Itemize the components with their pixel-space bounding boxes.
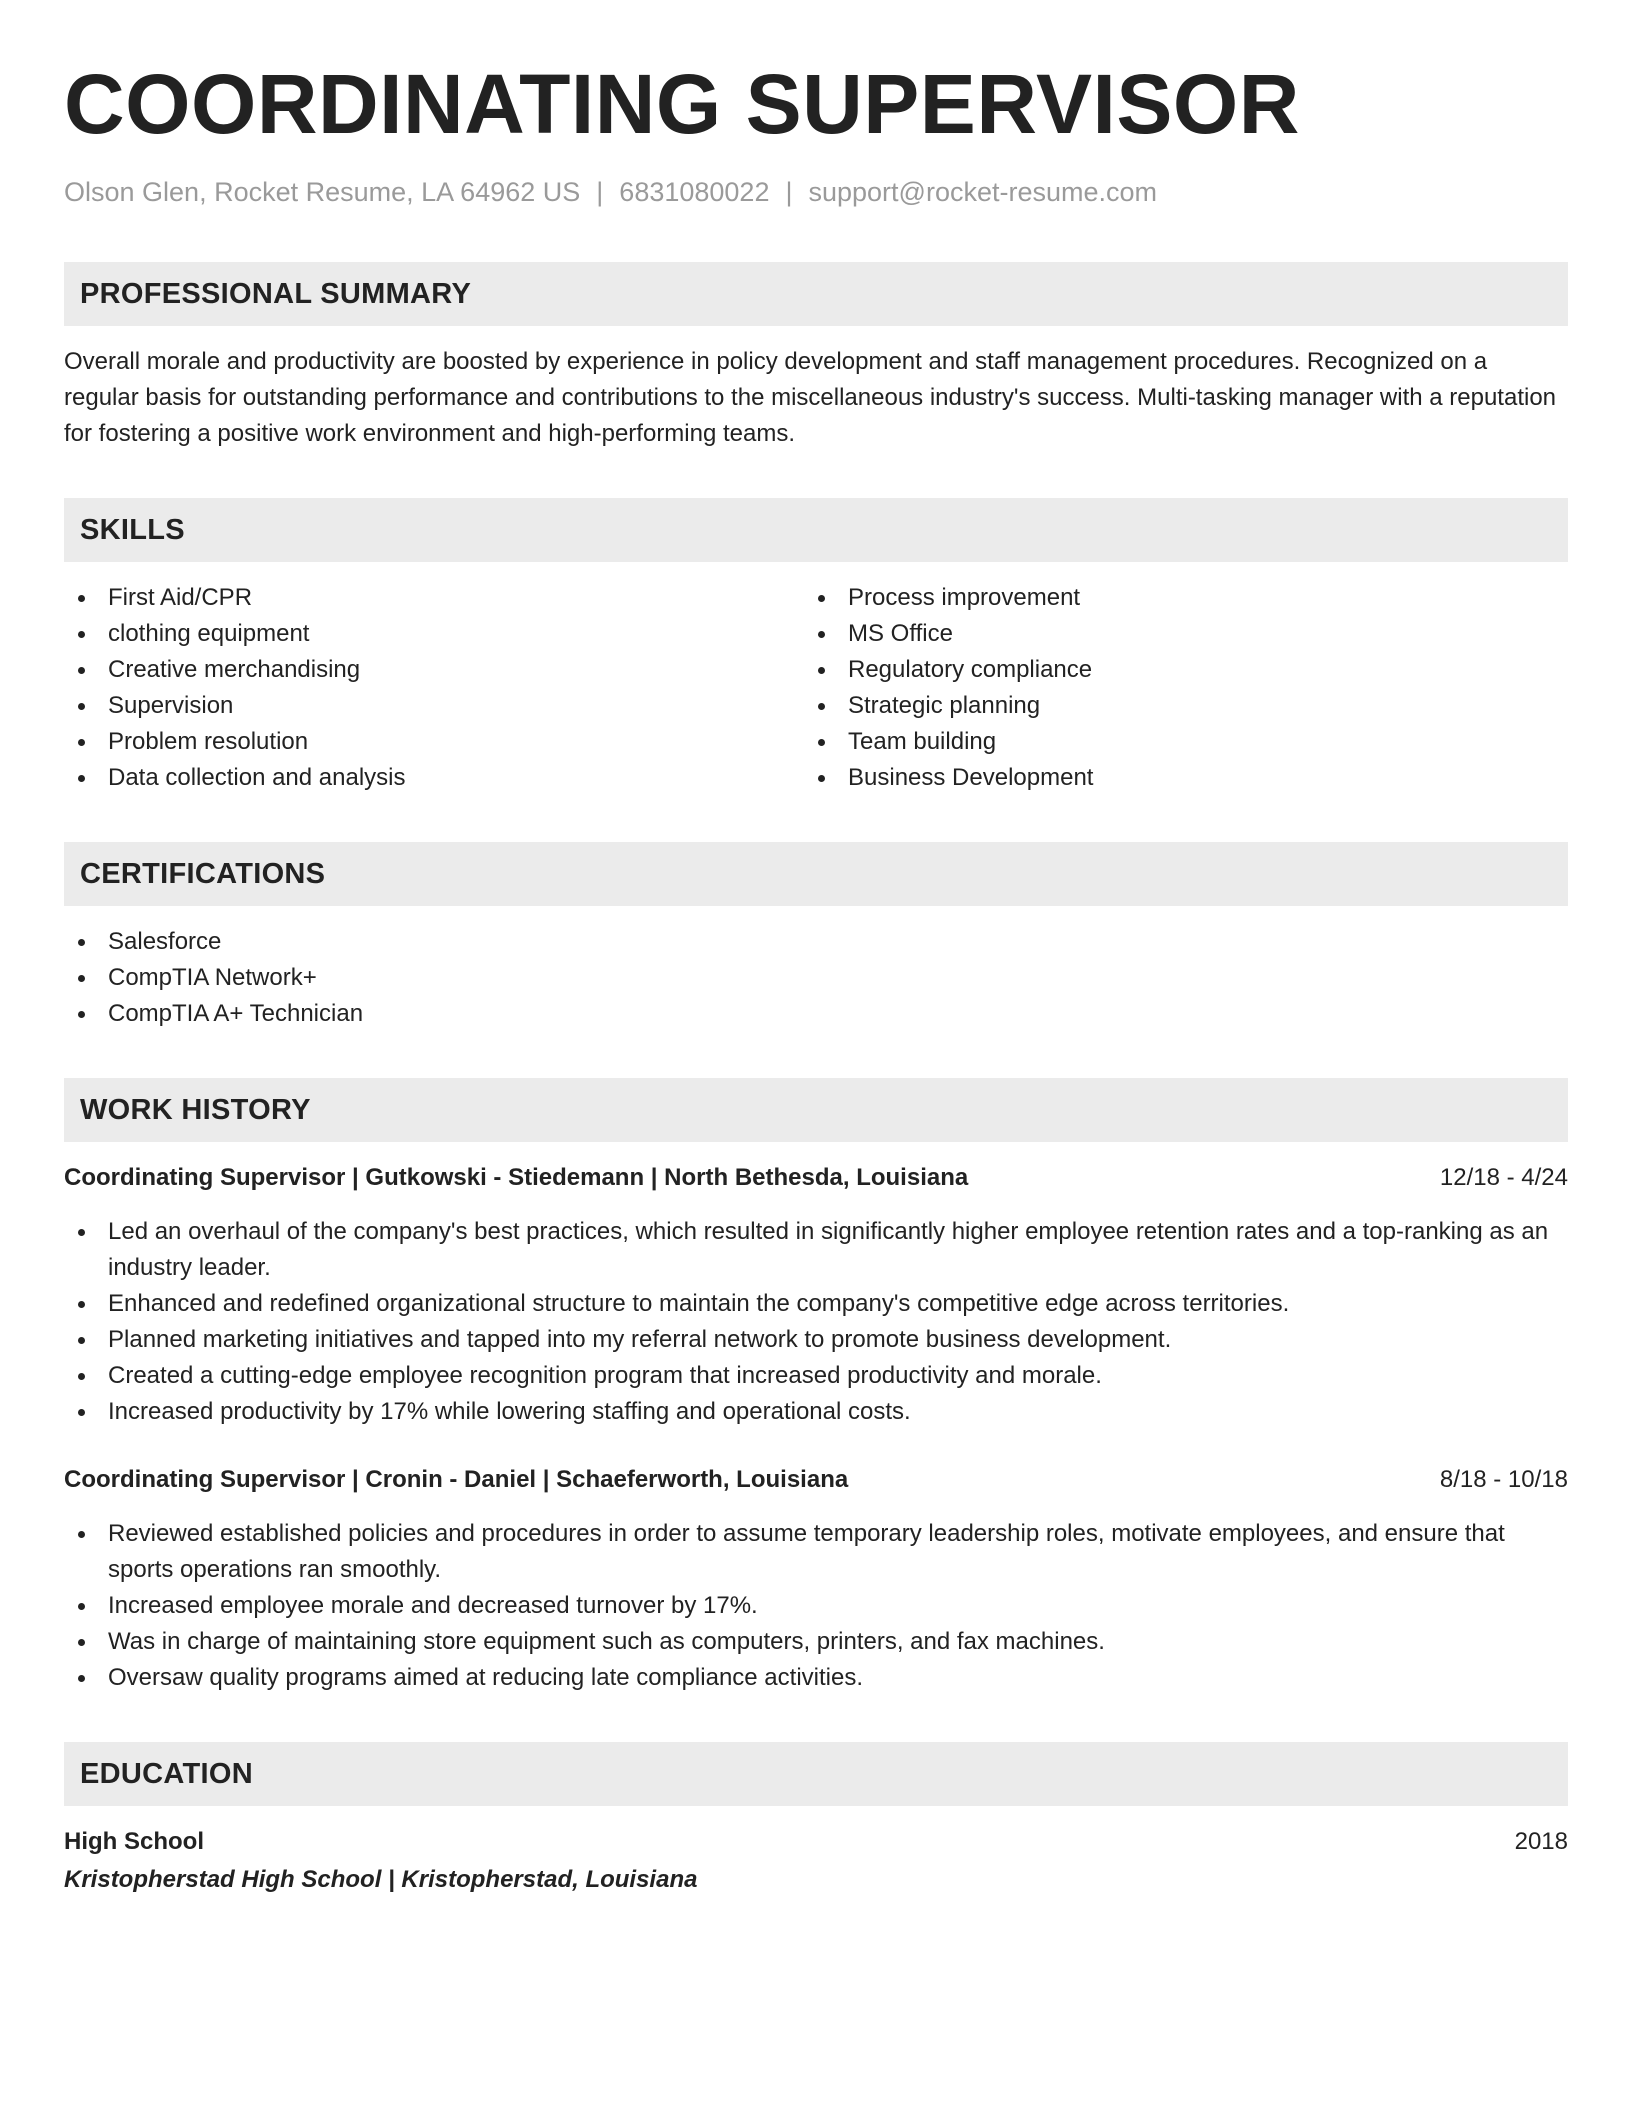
certifications-list <box>64 924 1568 1032</box>
job-dates: 12/18 - 4/24 <box>1439 1164 1568 1191</box>
education-header <box>64 1824 1568 1860</box>
skill-item: Problem resolution <box>64 724 804 760</box>
skill-item: Strategic planning <box>804 688 1544 724</box>
job-duties <box>64 1214 1568 1430</box>
certification-item: CompTIA A+ Technician <box>64 996 1568 1032</box>
skill-item: Business Development <box>804 760 1544 796</box>
contact-separator: | <box>596 177 604 207</box>
job-duty: Oversaw quality programs aimed at reducing late compliance activities. <box>64 1660 1568 1696</box>
candidate-name: COORDINATING SUPERVISOR <box>64 57 1300 151</box>
job-duty: Planned marketing initiatives and tapped into my referral network to promote business development. <box>64 1322 1568 1358</box>
skill-item: Regulatory compliance <box>804 652 1544 688</box>
job-duty: Increased productivity by 17% while lowering staffing and operational costs. <box>64 1394 1568 1430</box>
job-entry <box>64 1160 1568 1430</box>
summary-text: Overall morale and productivity are boosted by experience in policy development and staff management procedures. Recognized on a regular basis for outstanding performance and contributions to the miscellaneous industry's success. Multi-tasking manager with a reputation for fostering a positive work environment and high-performing teams. <box>64 348 1557 447</box>
work-history-heading: WORK HISTORY <box>64 1078 1568 1142</box>
job-header <box>64 1160 1568 1196</box>
education-year: 2018 <box>1514 1828 1568 1855</box>
contact-line <box>64 174 1568 210</box>
skills-left-column <box>64 580 804 796</box>
skills-heading: SKILLS <box>64 498 1568 562</box>
job-header <box>64 1462 1568 1498</box>
skill-item: Process improvement <box>804 580 1544 616</box>
education-heading: EDUCATION <box>64 1742 1568 1806</box>
education-degree: High School <box>64 1828 204 1855</box>
contact-address: Olson Glen, Rocket Resume, LA 64962 US <box>64 177 581 207</box>
skill-item: MS Office <box>804 616 1544 652</box>
skills-list <box>64 580 1568 796</box>
skill-item: Data collection and analysis <box>64 760 804 796</box>
contact-email: support@rocket-resume.com <box>808 177 1158 207</box>
certifications-heading: CERTIFICATIONS <box>64 842 1568 906</box>
certification-item: Salesforce <box>64 924 1568 960</box>
job-title: Coordinating Supervisor | Gutkowski - Stiedemann | North Bethesda, Louisiana <box>64 1164 969 1191</box>
job-duties <box>64 1516 1568 1696</box>
job-duty: Created a cutting-edge employee recognition program that increased productivity and morale. <box>64 1358 1568 1394</box>
summary-heading: PROFESSIONAL SUMMARY <box>64 262 1568 326</box>
skill-item: Supervision <box>64 688 804 724</box>
job-dates: 8/18 - 10/18 <box>1439 1466 1568 1493</box>
job-entry <box>64 1462 1568 1696</box>
education-entry <box>64 1824 1568 1898</box>
job-duty: Led an overhaul of the company's best practices, which resulted in significantly higher employee retention rates and a top-ranking as an industry leader. <box>64 1214 1568 1286</box>
skill-item: Team building <box>804 724 1544 760</box>
skill-item: First Aid/CPR <box>64 580 804 616</box>
skill-item: Creative merchandising <box>64 652 804 688</box>
skills-right-column <box>804 580 1544 796</box>
job-title: Coordinating Supervisor | Cronin - Daniel | Schaeferworth, Louisiana <box>64 1466 849 1493</box>
job-duty: Enhanced and redefined organizational structure to maintain the company's competitive edge across territories. <box>64 1286 1568 1322</box>
education-school: Kristopherstad High School | Kristopherstad, Louisiana <box>64 1866 698 1893</box>
contact-separator: | <box>785 177 793 207</box>
job-duty: Reviewed established policies and procedures in order to assume temporary leadership roles, motivate employees, and ensure that sports operations ran smoothly. <box>64 1516 1568 1588</box>
skill-item: clothing equipment <box>64 616 804 652</box>
job-duty: Was in charge of maintaining store equipment such as computers, printers, and fax machines. <box>64 1624 1568 1660</box>
certification-item: CompTIA Network+ <box>64 960 1568 996</box>
job-duty: Increased employee morale and decreased turnover by 17%. <box>64 1588 1568 1624</box>
contact-phone: 6831080022 <box>619 177 770 207</box>
